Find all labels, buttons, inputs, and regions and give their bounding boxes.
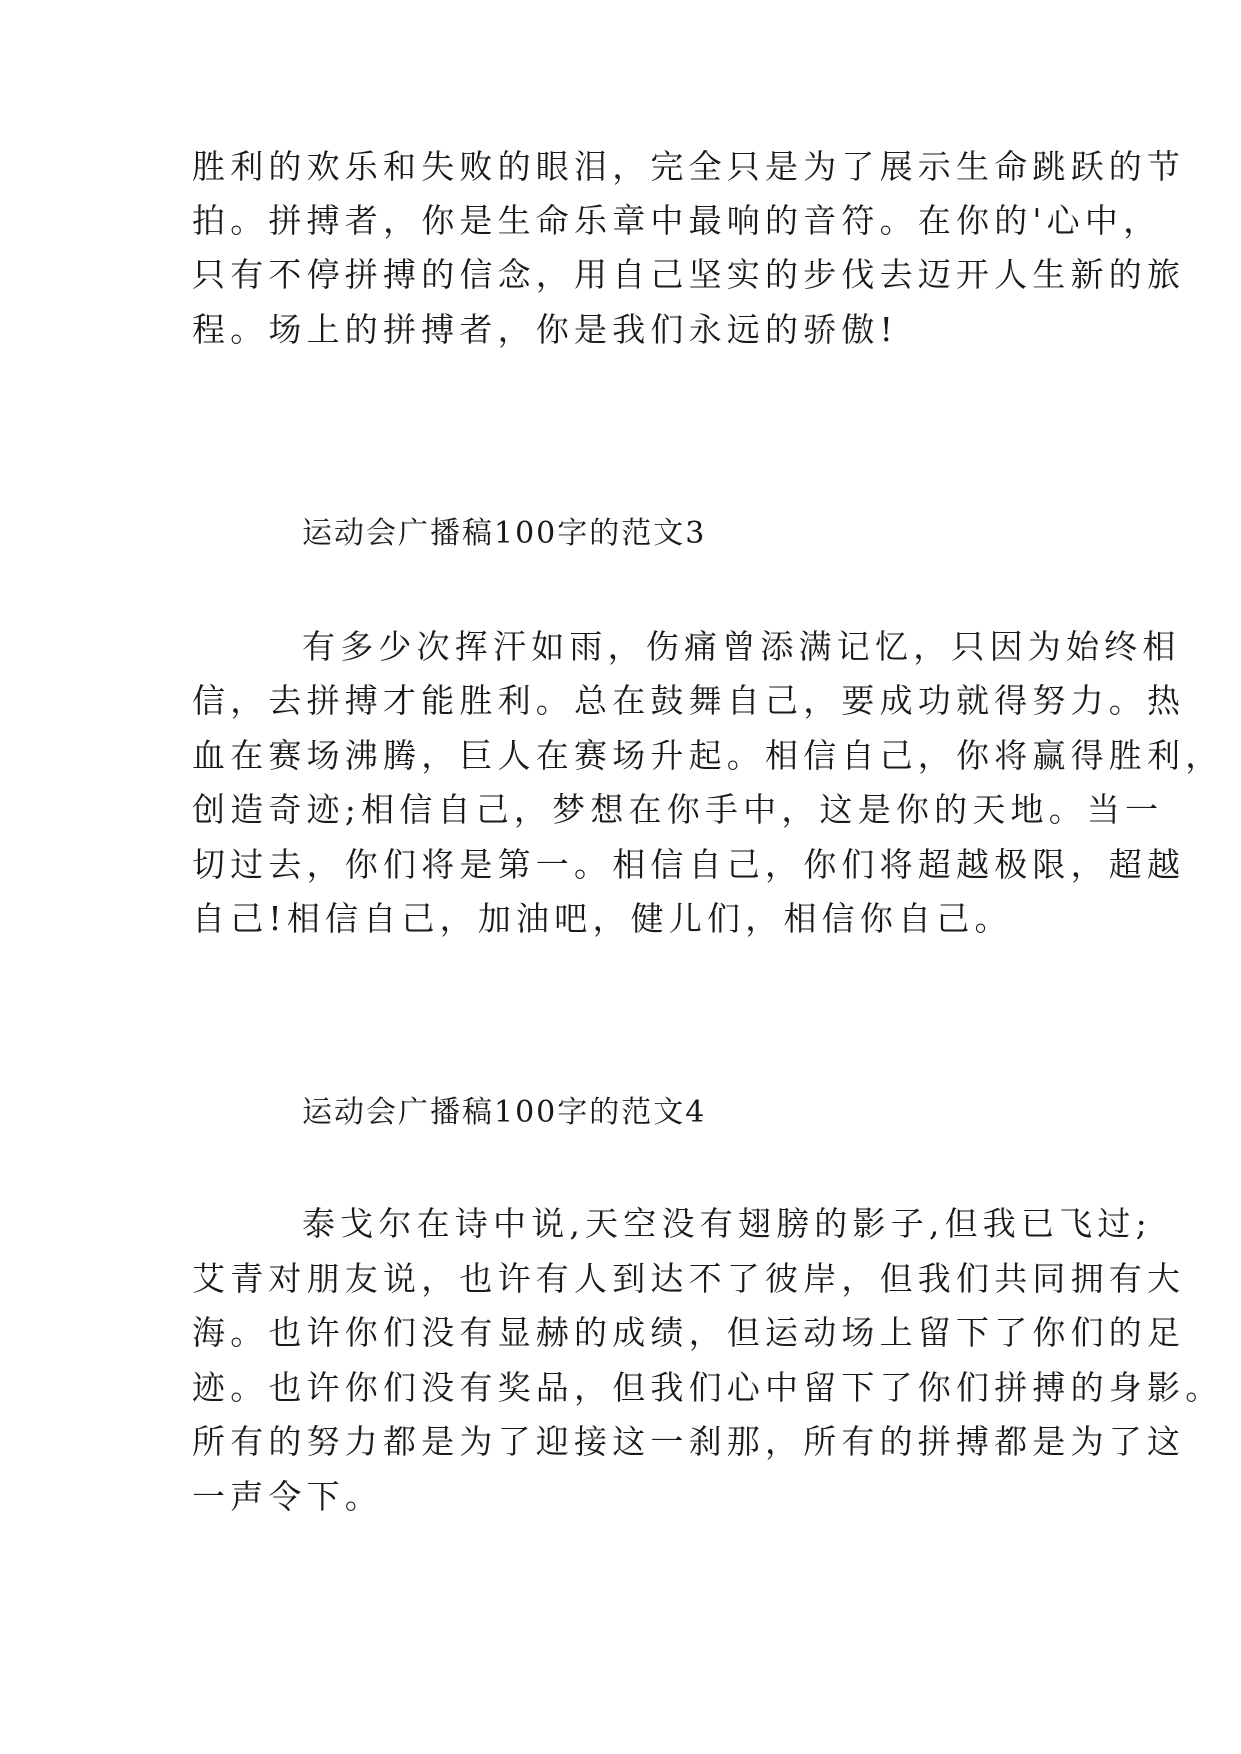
paragraph-3-line-6: 一声令下。 bbox=[192, 1477, 383, 1516]
paragraph-1-line-3: 只有不停拼搏的信念，用自己坚实的步伐去迈开人生新的旅 bbox=[192, 255, 1186, 294]
paragraph-2-line-2: 信，去拼搏才能胜利。总在鼓舞自己，要成功就得努力。热 bbox=[192, 681, 1186, 720]
paragraph-1-line-1: 胜利的欢乐和失败的眼泪，完全只是为了展示生命跳跃的节 bbox=[192, 147, 1186, 186]
paragraph-3-line-2: 艾青对朋友说，也许有人到达不了彼岸，但我们共同拥有大 bbox=[192, 1259, 1186, 1298]
paragraph-2-line-1: 有多少次挥汗如雨，伤痛曾添满记忆，只因为始终相 bbox=[302, 627, 1181, 666]
paragraph-3-line-4: 迹。也许你们没有奖品，但我们心中留下了你们拼搏的身影。 bbox=[192, 1368, 1224, 1407]
paragraph-3-line-3: 海。也许你们没有显赫的成绩，但运动场上留下了你们的足 bbox=[192, 1313, 1186, 1352]
paragraph-1-line-2: 拍。拼搏者，你是生命乐章中最响的音符。在你的'心中， bbox=[192, 201, 1162, 240]
paragraph-1-line-4: 程。场上的拼搏者，你是我们永远的骄傲! bbox=[192, 310, 899, 349]
section-heading-4: 运动会广播稿100字的范文4 bbox=[302, 1095, 707, 1130]
paragraph-2-line-4: 创造奇迹;相信自己，梦想在你手中，这是你的天地。当一 bbox=[192, 790, 1164, 829]
paragraph-2-line-6: 自己!相信自己，加油吧，健儿们，相信你自己。 bbox=[192, 899, 1013, 938]
paragraph-2-line-3: 血在赛场沸腾，巨人在赛场升起。相信自己，你将赢得胜利， bbox=[192, 736, 1224, 775]
section-heading-3: 运动会广播稿100字的范文3 bbox=[302, 516, 707, 551]
paragraph-3-line-1: 泰戈尔在诗中说,天空没有翅膀的影子,但我已飞过; bbox=[302, 1204, 1152, 1243]
paragraph-2-line-5: 切过去，你们将是第一。相信自己，你们将超越极限，超越 bbox=[192, 845, 1186, 884]
paragraph-3-line-5: 所有的努力都是为了迎接这一刹那，所有的拼搏都是为了这 bbox=[192, 1422, 1186, 1461]
